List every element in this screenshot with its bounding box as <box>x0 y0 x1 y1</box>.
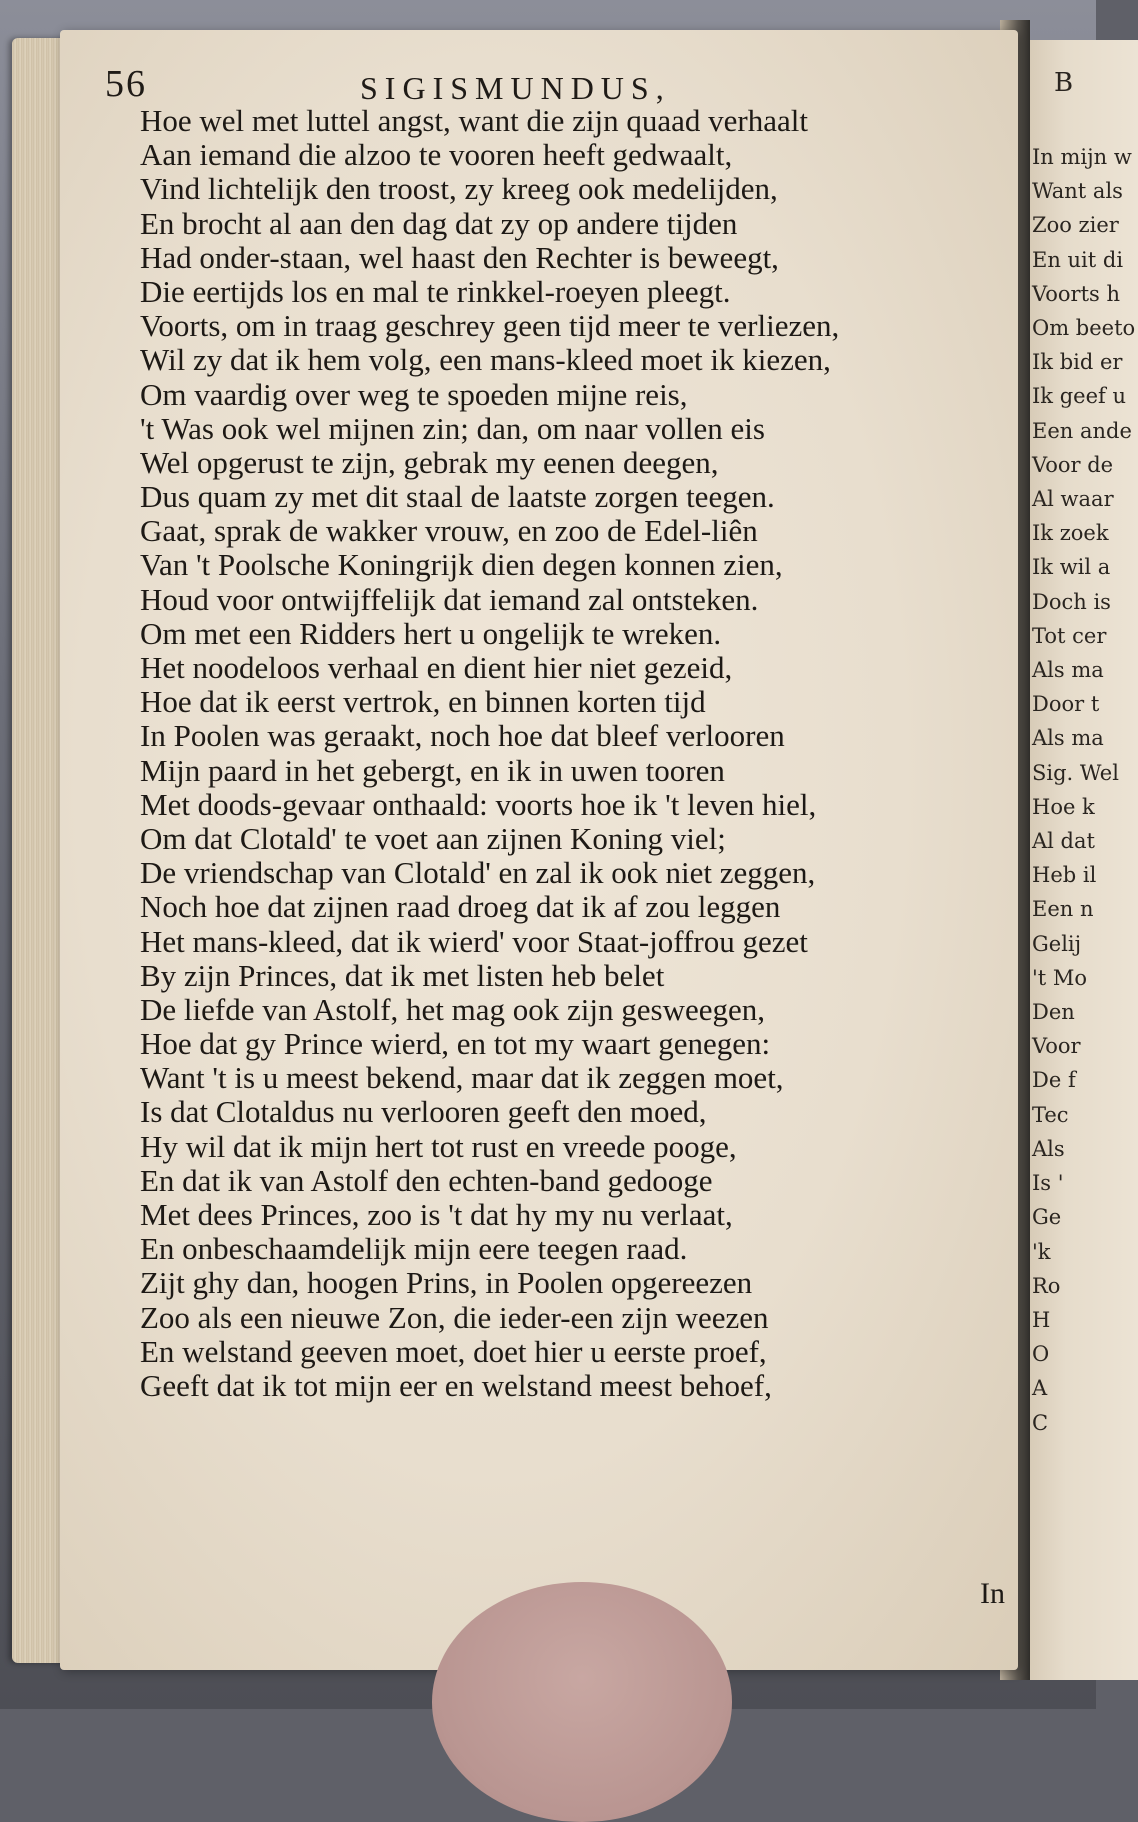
verse-line: In Poolen was geraakt, noch hoe dat bleef verlooren <box>140 718 785 754</box>
facing-page-line: Voorts h <box>1032 281 1120 306</box>
facing-page-line: Een n <box>1032 897 1094 922</box>
verse-line: Voorts, om in traag geschrey geen tijd meer te verliezen, <box>140 308 840 344</box>
facing-page-line: 't Mo <box>1032 965 1088 990</box>
verse-line: Met doods-gevaar onthaald: voorts hoe ik 't leven hiel, <box>140 786 817 822</box>
facing-page-line: Doch is <box>1032 589 1111 614</box>
facing-page-line: Als ma <box>1032 658 1104 683</box>
verse-line: Mijn paard in het gebergt, en ik in uwen tooren <box>140 752 725 788</box>
facing-page-line: C <box>1032 1410 1049 1435</box>
verse-line: Is dat Clotaldus nu verlooren geeft den moed, <box>140 1094 707 1130</box>
facing-page-line: Heb il <box>1032 863 1097 888</box>
facing-page-line: Ge <box>1032 1205 1062 1230</box>
verse-line: Zoo als een nieuwe Zon, die ieder-een zijn weezen <box>140 1299 769 1335</box>
verse-line: Die eertijds los en mal te rinkkel-roeyen pleegt. <box>140 273 731 309</box>
verse-line: Het noodeloos verhaal en dient hier niet gezeid, <box>140 650 733 685</box>
verse-line: Want 't is u meest bekend, maar dat ik zeggen moet, <box>140 1060 784 1096</box>
facing-page-line: Ik geef u <box>1032 384 1126 409</box>
verse-line: Gaat, sprak de wakker vrouw, en zoo de Edel-liên <box>140 513 758 549</box>
finger-shadow <box>432 1582 732 1822</box>
verse-text <box>140 104 1010 1403</box>
verse-line: Geeft dat ik tot mijn eer en welstand meest behoef, <box>140 1367 772 1403</box>
verse-line: Houd voor ontwijffelijk dat iemand zal ontsteken. <box>140 581 759 617</box>
facing-page-line: De f <box>1032 1068 1076 1093</box>
facing-page-head: B <box>1054 68 1074 98</box>
verse-line: Noch hoe dat zijnen raad droeg dat ik af zou leggen <box>140 889 781 925</box>
facing-page-line: Een ande <box>1032 418 1132 443</box>
facing-page-line: In mijn w <box>1032 145 1132 169</box>
verse-line: Om dat Clotald' te voet aan zijnen Koning viel; <box>140 820 726 856</box>
catchword: In <box>980 1577 1005 1610</box>
facing-page-line: Al waar <box>1032 487 1114 512</box>
verse-line: Aan iemand die alzoo te vooren heeft gedwaalt, <box>140 137 733 173</box>
verse-line: Het mans-kleed, dat ik wierd' voor Staat-joffrou gezet <box>140 923 808 959</box>
facing-page-line: En uit di <box>1032 247 1124 272</box>
facing-page-line: Want als <box>1032 179 1123 204</box>
verse-line: En dat ik van Astolf den echten-band gedooge <box>140 1162 713 1198</box>
verse-line: En onbeschaamdelijk mijn eere teegen raad. <box>140 1231 688 1267</box>
facing-page <box>1018 40 1138 1680</box>
verse-line: By zijn Princes, dat ik met listen heb belet <box>140 957 665 993</box>
facing-page-line: 'k <box>1032 1239 1051 1264</box>
verse-line: De vriendschap van Clotald' en zal ik ook niet zeggen, <box>140 855 816 891</box>
verse-line: Om vaardig over weg te spoeden mijne reis, <box>140 376 688 412</box>
running-head: SIGISMUNDUS, <box>360 70 671 106</box>
facing-page-line: Is ' <box>1032 1171 1064 1196</box>
verse-line: En welstand geeven moet, doet hier u eerste proef, <box>140 1333 767 1369</box>
verse-line: Met dees Princes, zoo is 't dat hy my nu verlaat, <box>140 1197 733 1232</box>
facing-page-line: Door t <box>1032 692 1100 717</box>
facing-page-line: Ik zoek <box>1032 521 1109 546</box>
facing-page-line: Tot cer <box>1032 623 1107 648</box>
verse-line: 't Was ook wel mijnen zin; dan, om naar vollen eis <box>140 410 765 446</box>
facing-page-line: Hoe k <box>1032 794 1095 819</box>
facing-page-line: Gelij <box>1032 931 1082 956</box>
verse-line: Dus quam zy met dit staal de laatste zorgen teegen. <box>140 479 775 515</box>
verse-line: Wel opgerust te zijn, gebrak my eenen deegen, <box>140 444 719 480</box>
facing-page-line: Om beeto <box>1032 316 1136 341</box>
facing-page-line: Al dat <box>1032 829 1095 854</box>
facing-page-line: Als <box>1032 1136 1065 1161</box>
facing-page-line: Sig. Wel <box>1032 760 1119 785</box>
verse-line: Wil zy dat ik hem volg, een mans-kleed moet ik kiezen, <box>140 342 831 378</box>
facing-page-line: Voor de <box>1032 452 1114 477</box>
verse-line: De liefde van Astolf, het mag ook zijn gesweegen, <box>140 991 765 1027</box>
verse-line: Hoe wel met luttel angst, want die zijn quaad verhaalt <box>140 103 808 138</box>
verse-line: Om met een Ridders hert u ongelijk te wreken. <box>140 615 722 651</box>
verse-line: Zijt ghy dan, hoogen Prins, in Poolen opgereezen <box>140 1265 753 1301</box>
facing-page-line: Ik bid er <box>1032 350 1123 375</box>
verse-line: Hy wil dat ik mijn hert tot rust en vreede pooge, <box>140 1128 737 1164</box>
facing-page-line: Tec <box>1032 1102 1069 1127</box>
facing-page-line: Den <box>1032 1000 1075 1025</box>
facing-page-line: Voor <box>1032 1034 1081 1059</box>
verse-line: Van 't Poolsche Koningrijk dien degen konnen zien, <box>140 547 783 583</box>
facing-page-line: Zoo zier <box>1032 213 1119 238</box>
verse-line: Vind lichtelijk den troost, zy kreeg ook medelijden, <box>140 171 778 207</box>
verse-line: Had onder-staan, wel haast den Rechter is beweegt, <box>140 239 779 275</box>
facing-page-line: Als ma <box>1032 726 1104 751</box>
verse-line: Hoe dat gy Prince wierd, en tot my waart genegen: <box>140 1026 771 1062</box>
facing-page-line: Ro <box>1032 1273 1061 1298</box>
facing-page-line: O <box>1032 1342 1050 1367</box>
facing-page-line: Ik wil a <box>1032 555 1111 580</box>
facing-page-line: H <box>1032 1307 1051 1332</box>
verse-line: En brocht al aan den dag dat zy op andere tijden <box>140 205 738 241</box>
facing-page-line: A <box>1032 1376 1048 1401</box>
page-number: 56 <box>105 63 147 105</box>
verse-line: Hoe dat ik eerst vertrok, en binnen korten tijd <box>140 684 706 720</box>
facing-page-lines <box>1018 140 1135 1440</box>
